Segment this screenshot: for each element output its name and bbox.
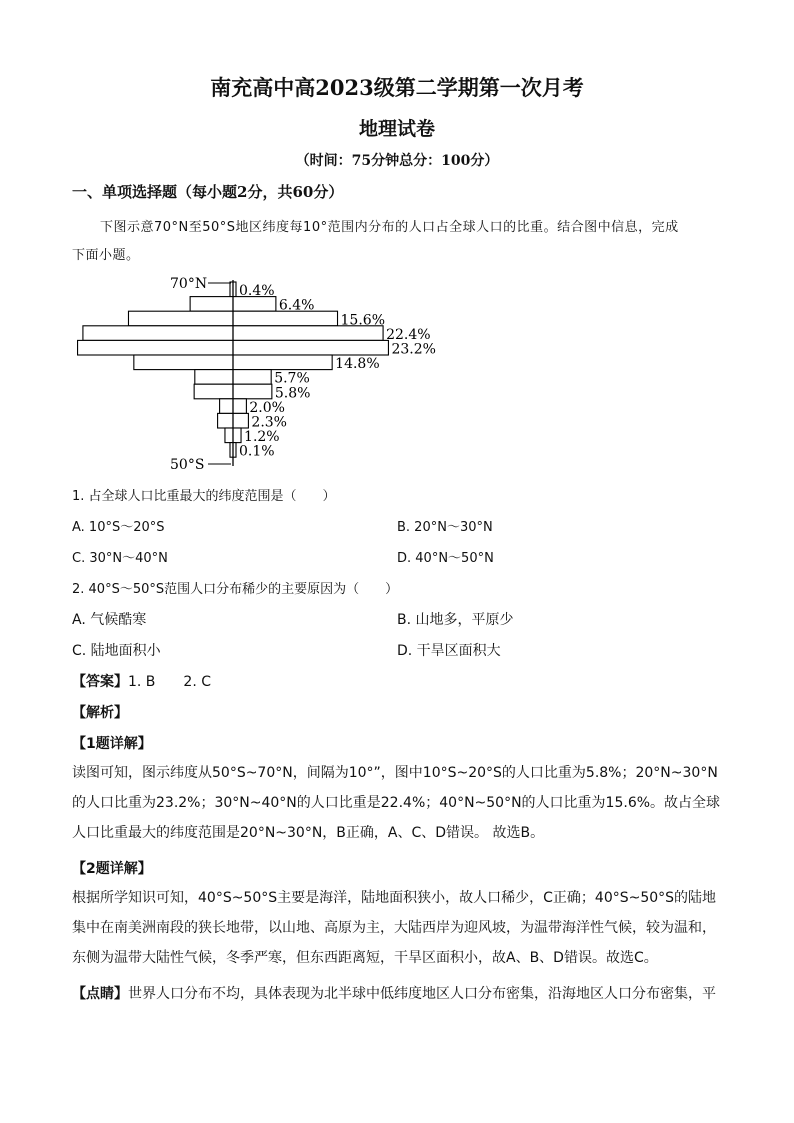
intro-line-2: 下面小题。	[72, 248, 140, 263]
detail1-text: 读图可知，图示纬度从50°S~70°N，间隔为10°”，图中10°S~20°S的人口比重为5.8%；20°N~30°N的人口比重为23.2%；30°N~40°N的人口比重是22.4%；40°N~50°N的人口比重为15.6%。故占全球人口比重最大的纬度范围是20°N~30°N，B正确，A、C、D错误。 故选B。	[72, 765, 721, 841]
answer-text: 1. B 2. C	[128, 674, 211, 690]
q1-option-d: D. 40°N～50°N	[397, 551, 494, 566]
tip-text: 世界人口分布不均，具体表现为北半球中低纬度地区人口分布密集，沿海地区人口分布密集，平	[128, 986, 716, 1002]
section-heading: 一、单项选择题（每小题2分，共60分）	[72, 183, 344, 201]
exam-title: 南充高中高2023级第二学期第一次月考	[210, 75, 584, 100]
question-2-stem: 2. 40°S～50°S范围人口分布稀少的主要原因为（ ）	[72, 582, 399, 597]
bar-label-70°N~60°N: 0.4%	[239, 283, 275, 300]
bar-label-40°S~50°S: 0.1%	[239, 443, 275, 460]
bar-label-20°S~30°S: 2.3%	[251, 414, 287, 431]
tip-tag: 【点睛】	[72, 986, 128, 1002]
tip-line	[72, 979, 724, 1009]
q2-option-c: C. 陆地面积小	[72, 643, 161, 659]
q1-option-a: A. 10°S～20°S	[72, 520, 165, 535]
detail1-tag: 【1题详解】	[72, 736, 152, 752]
bar-label-10°S~20°S: 2.0%	[249, 399, 285, 416]
bar-label-60°N~50°N: 6.4%	[278, 297, 315, 314]
subject-title: 地理试卷	[358, 118, 435, 140]
exam-info: （时间：75分钟总分：100分）	[295, 153, 499, 169]
bar-label-30°S~40°S: 1.2%	[244, 429, 280, 446]
detail2-text: 根据所学知识可知，40°S~50°S主要是海洋，陆地面积狭小，故人口稀少，C正确；40°S~50°S的陆地集中在南美洲南段的狭长地带，以山地、高原为主，大陆西岸为迎风坡，为温带海洋性气候，较为温和，东侧为温带大陆性气候，冬季严寒，但东西距离短，干旱区面积小，故A、B、D错误。故选C。	[72, 890, 717, 966]
bar-label-50°N~40°N: 15.6%	[340, 312, 386, 329]
q2-option-a: A. 气候酷寒	[72, 612, 147, 628]
q1-option-b: B. 20°N～30°N	[397, 520, 493, 535]
q1-option-c: C. 30°N～40°N	[72, 551, 168, 566]
bar-label-0°~10°S: 5.8%	[274, 385, 311, 402]
analysis-tag: 【解析】	[72, 705, 128, 721]
population-latitude-chart	[60, 270, 480, 475]
label-70N: 70°N	[170, 276, 208, 292]
detail2-tag: 【2题详解】	[72, 861, 152, 877]
intro-line-1: 下图示意70°N至50°S地区纬度每10°范围内分布的人口占全球人口的比重。结合图中信息，完成	[100, 220, 679, 235]
q2-option-d: D. 干旱区面积大	[397, 643, 501, 659]
bar-label-30°N~20°N: 23.2%	[391, 341, 436, 358]
bar-label-10°N~0°: 5.7%	[274, 370, 310, 387]
answer-line	[72, 671, 211, 691]
q2-option-b: B. 山地多，平原少	[397, 612, 514, 628]
answer-tag: 【答案】	[72, 674, 128, 690]
bar-label-20°N~10°N: 14.8%	[335, 356, 380, 373]
bar-label-40°N~30°N: 22.4%	[386, 326, 431, 343]
question-1-stem: 1. 占全球人口比重最大的纬度范围是（ ）	[72, 489, 336, 504]
label-50S: 50°S	[170, 457, 205, 473]
